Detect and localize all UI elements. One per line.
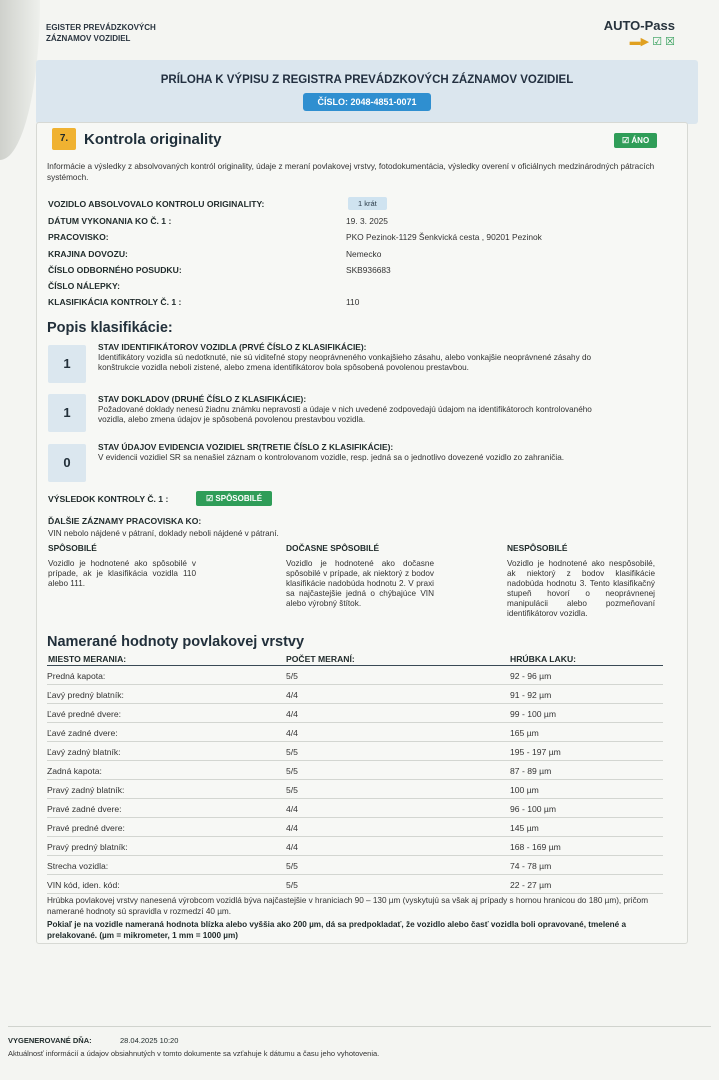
brand-icons	[604, 35, 675, 48]
status-badge	[614, 133, 657, 148]
registry-line-1: EGISTER PREVÁDZKOVÝCH	[46, 23, 156, 32]
table-row	[47, 780, 663, 799]
cell-place: Ľavé predné dvere:	[47, 709, 122, 719]
cell-thickness: 195 - 197 µm	[510, 747, 561, 757]
checkbox-icon: ☑	[652, 36, 663, 48]
cell-thickness: 168 - 169 µm	[510, 842, 561, 852]
column-header-count: POČET MERANÍ:	[286, 654, 355, 664]
cell-count: 4/4	[286, 804, 298, 814]
classification-value: 110	[346, 297, 360, 307]
date-value: 19. 3. 2025	[346, 216, 388, 226]
workplace-value: PKO Pezinok-1129 Šenkvická cesta , 90201 Pezinok	[346, 232, 542, 242]
status-badge-label: ÁNO	[631, 136, 650, 145]
table-row	[47, 818, 663, 837]
cell-thickness: 99 - 100 µm	[510, 709, 557, 719]
cell-place: Pravé predné dvere:	[47, 823, 125, 833]
cell-count: 4/4	[286, 823, 298, 833]
document-number: ČÍSLO: 2048-4851-0071	[303, 93, 430, 111]
brand-logo	[604, 18, 675, 48]
column-header-place: MIESTO MERANIA:	[48, 654, 127, 664]
absolved-value: 1 krát	[348, 197, 387, 210]
cell-place: Ľavé zadné dvere:	[47, 728, 118, 738]
measurements-heading: Namerané hodnoty povlakovej vrstvy	[47, 634, 305, 650]
document-banner	[36, 60, 698, 124]
generated-label: VYGENEROVANÉ DŇA:	[8, 1036, 92, 1045]
cell-count: 5/5	[286, 785, 298, 795]
cell-thickness: 87 - 89 µm	[510, 766, 552, 776]
classification-item-text: V evidencii vozidiel SR sa nenašiel záznam o kontrolovanom vozidle, resp. jedná sa o jednotlivo dovezené vozidlo zo zahraničia.	[98, 453, 565, 462]
cell-count: 5/5	[286, 880, 298, 890]
cell-count: 5/5	[286, 766, 298, 776]
result-value: SPÔSOBILÉ	[215, 494, 263, 503]
classification-item-text: Identifikátory vozidla sú nedotknuté, nie sú viditeľné stopy neoprávneného vonkajšieho zásahu, alebo vonkajšie neoprávnené zásahy do konštrukcie vozidla neboli zistené, alebo zmena identifikátorov bola spôsobená povolenou prestavbou.	[98, 353, 592, 372]
cell-thickness: 74 - 78 µm	[510, 861, 552, 871]
country-label: KRAJINA DOVOZU:	[48, 249, 128, 259]
classification-heading: Popis klasifikácie:	[47, 320, 173, 336]
cell-count: 5/5	[286, 747, 298, 757]
cell-count: 5/5	[286, 861, 298, 871]
classification-item-title: STAV ÚDAJOV EVIDENCIA VOZIDIEL SR(TRETIE ČÍSLO Z KLASIFIKÁCIE):	[98, 442, 394, 452]
more-records-label: ĎALŠIE ZÁZNAMY PRACOVISKA KO:	[48, 516, 202, 526]
cell-count: 4/4	[286, 709, 298, 719]
legend-title-capable: SPÔSOBILÉ	[48, 543, 97, 553]
cell-place: Pravé zadné dvere:	[47, 804, 122, 814]
cell-place: Ľavý zadný blatník:	[47, 747, 121, 757]
registry-title	[46, 22, 156, 44]
table-row	[47, 875, 663, 894]
check-icon: ☑	[206, 494, 216, 503]
section-intro: Informácie a výsledky z absolvovaných kontról originality, údaje z meraní povlakovej vrstvy, fotodokumentácia, výsledky overení v oficiálnych medzinárodných pátracích systémoch.	[47, 162, 655, 182]
more-records-text: VIN nebolo nájdené v pátraní, doklady neboli nájdené v pátraní.	[48, 529, 279, 538]
classification-digit: 0	[48, 444, 86, 482]
page-curl	[0, 0, 40, 160]
result-badge	[196, 491, 272, 506]
legend-title-incapable: NESPÔSOBILÉ	[507, 543, 568, 553]
table-row	[47, 685, 663, 704]
cell-thickness: 22 - 27 µm	[510, 880, 552, 890]
table-row	[47, 856, 663, 875]
workplace-label: PRACOVISKO:	[48, 232, 109, 242]
classification-digit: 1	[48, 394, 86, 432]
cell-count: 4/4	[286, 728, 298, 738]
column-header-thickness: HRÚBKA LAKU:	[510, 654, 577, 664]
cell-thickness: 100 µm	[510, 785, 539, 795]
classification-label: KLASIFIKÁCIA KONTROLY Č. 1 :	[48, 297, 182, 307]
classification-item-title: STAV IDENTIFIKÁTOROV VOZIDLA (PRVÉ ČÍSLO Z KLASIFIKÁCIE):	[98, 342, 367, 352]
footer-divider	[8, 1026, 711, 1027]
absolved-label: VOZIDLO ABSOLVOVALO KONTROLU ORIGINALITY:	[48, 199, 265, 209]
report-value: SKB936683	[346, 265, 391, 275]
section-title: Kontrola originality	[84, 131, 222, 148]
generated-value: 28.04.2025 10:20	[120, 1036, 179, 1045]
registry-line-2: ZÁZNAMOV VOZIDIEL	[46, 34, 131, 43]
table-row	[47, 837, 663, 856]
cell-place: Strecha vozidla:	[47, 861, 109, 871]
cell-thickness: 91 - 92 µm	[510, 690, 552, 700]
cell-place: Pravý zadný blatník:	[47, 785, 125, 795]
date-label: DÁTUM VYKONANIA KO Č. 1 :	[48, 216, 172, 226]
table-row	[47, 761, 663, 780]
cell-count: 4/4	[286, 690, 298, 700]
cell-place: Zadná kapota:	[47, 766, 102, 776]
table-row	[47, 704, 663, 723]
measurement-note: Hrúbka povlakovej vrstvy nanesená výrobcom vozidlá býva najčastejšie v hraniciach 90 – 130 µm (vyskytujú sa však aj prípady s hornou hranicou do 180 µm), pričom namerané hodnoty sú spravidla v rozmedzí 40 µm.	[47, 896, 649, 916]
section-number: 7.	[52, 128, 76, 150]
checkbox-icon: ☒	[665, 36, 675, 48]
classification-item-text: Požadované doklady nenesú žiadnu známku nepravosti a údaje v nich uvedené zodpovedajú údajom na identifikátoroch kontrolovaného vozidla, alebo zmena údajov je spôsobená povolenou prestavbou vozidla.	[98, 405, 592, 424]
legend-text-capable: Vozidlo je hodnotené ako spôsobilé v prípade, ak je klasifikácia vozidla 110 alebo 111.	[48, 559, 196, 588]
table-row	[47, 799, 663, 818]
cell-place: Predná kapota:	[47, 671, 106, 681]
classification-digit: 1	[48, 345, 86, 383]
legend-text-incapable: Vozidlo je hodnotené ako nespôsobilé, ak niektorý z bodov klasifikácie nadobúda hodnotu 3. Tento klasifikačný stupeň hovorí o neoprávnenej manipulácii alebo pozmeňovaní identifikátorov vozidla.	[507, 559, 655, 618]
cell-count: 4/4	[286, 842, 298, 852]
legend-title-temporary: DOČASNE SPÔSOBILÉ	[286, 543, 380, 553]
car-icon: ▬▶	[629, 36, 650, 48]
table-row	[47, 742, 663, 761]
brand-name: AUTO-Pass	[603, 18, 675, 33]
table-row	[47, 723, 663, 742]
classification-item-title: STAV DOKLADOV (DRUHÉ ČÍSLO Z KLASIFIKÁCIE):	[98, 394, 307, 404]
cell-count: 5/5	[286, 671, 298, 681]
cell-thickness: 92 - 96 µm	[510, 671, 552, 681]
result-label: VÝSLEDOK KONTROLY Č. 1 :	[48, 494, 169, 504]
banner-title: PRÍLOHA K VÝPISU Z REGISTRA PREVÁDZKOVÝCH ZÁZNAMOV VOZIDIEL	[160, 74, 574, 86]
footer-note: Aktuálnosť informácií a údajov obsiahnutých v tomto dokumente sa vzťahuje k dátumu a času jeho vyhotovenia.	[8, 1049, 380, 1058]
cell-place: Ľavý predný blatník:	[47, 690, 124, 700]
table-row	[47, 666, 663, 685]
cell-thickness: 165 µm	[510, 728, 539, 738]
measurement-warning: Pokiaľ je na vozidle nameraná hodnota blízka alebo vyššia ako 200 µm, dá sa predpokladať, že vozidlo alebo časť vozidla boli opravované, tmelené a prelakované. (µm = mikrometer, 1 mm = 1000 µm)	[47, 920, 627, 940]
cell-place: Pravý predný blatník:	[47, 842, 128, 852]
report-label: ČÍSLO ODBORNÉHO POSUDKU:	[48, 265, 182, 275]
check-icon: ☑	[622, 136, 632, 145]
cell-thickness: 96 - 100 µm	[510, 804, 557, 814]
country-value: Nemecko	[346, 249, 382, 259]
legend-text-temporary: Vozidlo je hodnotené ako dočasne spôsobilé v prípade, ak niektorý z bodov klasifikácie nadobúda hodnotu 2. V praxi sa najčastejšie jedná o chýbajúce VIN alebo výrobný štítok.	[286, 559, 434, 608]
cell-place: VIN kód, iden. kód:	[47, 880, 120, 890]
sticker-label: ČÍSLO NÁLEPKY:	[48, 281, 120, 291]
cell-thickness: 145 µm	[510, 823, 539, 833]
